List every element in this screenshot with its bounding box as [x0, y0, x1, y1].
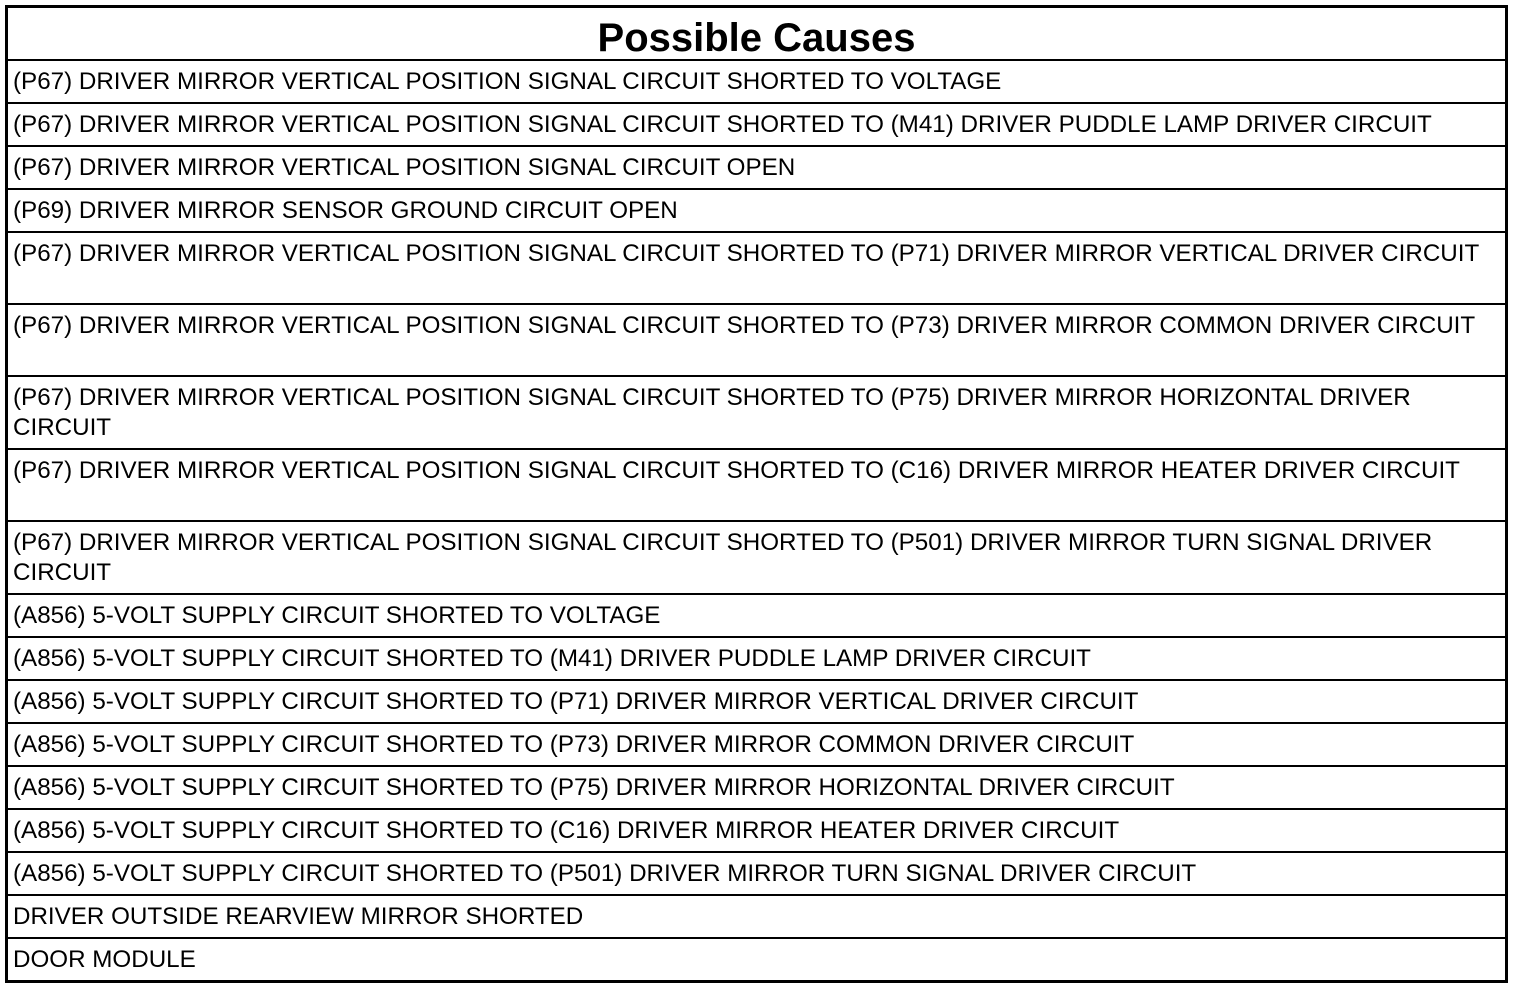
table-row — [7, 895, 1507, 938]
table-row — [7, 852, 1507, 895]
cause-cell: (P67) DRIVER MIRROR VERTICAL POSITION SIGNAL CIRCUIT SHORTED TO (P75) DRIVER MIRROR HORIZONTAL DRIVER CIRCUIT — [7, 376, 1507, 449]
cause-cell: DOOR MODULE — [7, 938, 1507, 982]
table-row — [7, 189, 1507, 232]
table-header-row — [7, 7, 1507, 61]
table-row — [7, 594, 1507, 637]
table-row — [7, 376, 1507, 449]
table-row — [7, 60, 1507, 103]
cause-cell: (A856) 5-VOLT SUPPLY CIRCUIT SHORTED TO (P71) DRIVER MIRROR VERTICAL DRIVER CIRCUIT — [7, 680, 1507, 723]
cause-cell: (P67) DRIVER MIRROR VERTICAL POSITION SIGNAL CIRCUIT SHORTED TO VOLTAGE — [7, 60, 1507, 103]
table-row — [7, 304, 1507, 376]
cause-cell: (P67) DRIVER MIRROR VERTICAL POSITION SIGNAL CIRCUIT SHORTED TO (M41) DRIVER PUDDLE LAMP DRIVER CIRCUIT — [7, 103, 1507, 146]
cause-cell: (A856) 5-VOLT SUPPLY CIRCUIT SHORTED TO (C16) DRIVER MIRROR HEATER DRIVER CIRCUIT — [7, 809, 1507, 852]
table-row — [7, 232, 1507, 304]
cause-cell: (P67) DRIVER MIRROR VERTICAL POSITION SIGNAL CIRCUIT SHORTED TO (C16) DRIVER MIRROR HEATER DRIVER CIRCUIT — [7, 449, 1507, 521]
cause-cell: (P67) DRIVER MIRROR VERTICAL POSITION SIGNAL CIRCUIT OPEN — [7, 146, 1507, 189]
table-row — [7, 766, 1507, 809]
cause-cell: (A856) 5-VOLT SUPPLY CIRCUIT SHORTED TO (P73) DRIVER MIRROR COMMON DRIVER CIRCUIT — [7, 723, 1507, 766]
possible-causes-table — [5, 5, 1508, 983]
cause-cell: (A856) 5-VOLT SUPPLY CIRCUIT SHORTED TO VOLTAGE — [7, 594, 1507, 637]
table-row — [7, 146, 1507, 189]
table-row — [7, 938, 1507, 982]
cause-cell: (P69) DRIVER MIRROR SENSOR GROUND CIRCUIT OPEN — [7, 189, 1507, 232]
table-row — [7, 637, 1507, 680]
cause-cell: (A856) 5-VOLT SUPPLY CIRCUIT SHORTED TO (P75) DRIVER MIRROR HORIZONTAL DRIVER CIRCUIT — [7, 766, 1507, 809]
cause-cell: (P67) DRIVER MIRROR VERTICAL POSITION SIGNAL CIRCUIT SHORTED TO (P71) DRIVER MIRROR VERTICAL DRIVER CIRCUIT — [7, 232, 1507, 304]
table-row — [7, 809, 1507, 852]
table-row — [7, 680, 1507, 723]
table-row — [7, 521, 1507, 594]
cause-cell: (P67) DRIVER MIRROR VERTICAL POSITION SIGNAL CIRCUIT SHORTED TO (P501) DRIVER MIRROR TURN SIGNAL DRIVER CIRCUIT — [7, 521, 1507, 594]
cause-cell: (A856) 5-VOLT SUPPLY CIRCUIT SHORTED TO (P501) DRIVER MIRROR TURN SIGNAL DRIVER CIRCUIT — [7, 852, 1507, 895]
cause-cell: (P67) DRIVER MIRROR VERTICAL POSITION SIGNAL CIRCUIT SHORTED TO (P73) DRIVER MIRROR COMMON DRIVER CIRCUIT — [7, 304, 1507, 376]
cause-cell: (A856) 5-VOLT SUPPLY CIRCUIT SHORTED TO (M41) DRIVER PUDDLE LAMP DRIVER CIRCUIT — [7, 637, 1507, 680]
table-row — [7, 103, 1507, 146]
cause-cell: DRIVER OUTSIDE REARVIEW MIRROR SHORTED — [7, 895, 1507, 938]
table-row — [7, 723, 1507, 766]
table-row — [7, 449, 1507, 521]
table-title: Possible Causes — [7, 7, 1507, 61]
